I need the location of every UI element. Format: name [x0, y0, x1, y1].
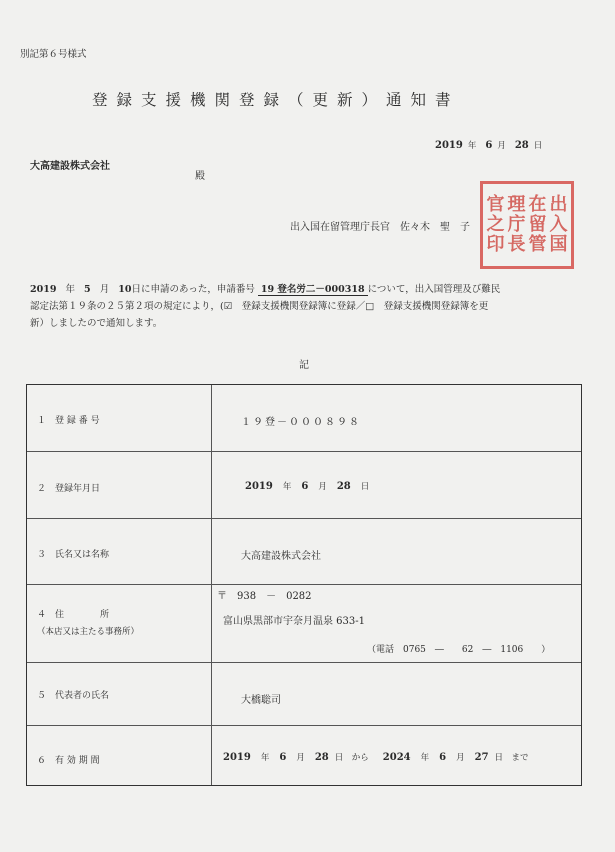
table-row-address [27, 584, 581, 663]
to-month: 6 [439, 752, 447, 763]
from-year-unit: 年 [260, 753, 270, 763]
table-row-registration-date [27, 451, 581, 519]
to-text: 日 まで [494, 753, 529, 763]
seal-glyph: 入 [549, 214, 568, 235]
seal-glyph: 印 [486, 234, 505, 255]
seal-glyph: 留 [528, 214, 547, 235]
to-year: 2024 [382, 752, 411, 763]
app-date-year: 2019 [30, 284, 57, 295]
seal-glyph: 在 [528, 194, 547, 215]
document-title: 登録支援機関登録（更新）通知書 [92, 91, 460, 109]
app-date-day: 10 [118, 284, 132, 295]
app-date-year-unit: 年 [65, 284, 75, 295]
issue-day-unit: 日 [533, 141, 543, 151]
app-date-month-unit: 月 [99, 284, 110, 295]
reg-day: 28 [336, 481, 351, 492]
address: 富山県黒部市宇奈月温泉 633-1 [223, 616, 366, 627]
row-label: ２ 登録年月日 [37, 484, 101, 494]
issuer-name: 出入国在留管理庁長官 佐々木 聖 子 [290, 222, 470, 233]
seal-glyph: 出 [549, 194, 568, 215]
seal-glyph: 国 [549, 234, 568, 255]
table-row-registration-number [27, 385, 581, 451]
reg-year-unit: 年 [282, 482, 292, 492]
row-label: ３ 氏名又は名称 [37, 550, 110, 560]
from-year: 2019 [223, 752, 251, 763]
seal-column [550, 195, 568, 255]
row-label: ６ 有 効 期 間 [37, 756, 100, 766]
to-month-unit: 月 [456, 753, 465, 763]
issue-date [435, 139, 551, 151]
seal-column [487, 195, 505, 255]
phone-number: （電話 0765 ― 62 ― 1106 ） [367, 645, 551, 655]
body-line-1 [30, 281, 588, 298]
issue-year: 2019 [435, 140, 463, 151]
body-line-3: 新）しましたので通知します。 [30, 318, 163, 329]
app-date-month: 5 [84, 284, 91, 295]
from-month-unit: 月 [296, 753, 305, 763]
application-number: 19 登名労二－000318 [258, 284, 368, 296]
issue-month: 6 [485, 140, 493, 151]
seal-glyph: 理 [507, 194, 526, 215]
seal-glyph: 管 [528, 234, 547, 255]
row-label: １ 登 録 番 号 [37, 416, 100, 426]
body-text-1: 日に申請のあった，申請番号 [131, 284, 255, 295]
body-text-2: について，出入国管理及び難民 [367, 284, 501, 295]
seal-glyph: 之 [486, 214, 505, 235]
company-name: 大高建設株式会社 [241, 551, 321, 562]
registration-number: １９登－０００８９８ [241, 417, 361, 428]
body-line-2: 認定法第１９条の２５第２項の規定により，(☑ 登録支援機関登録簿に登録／□ 登録支援機関登録簿を更 [30, 301, 489, 312]
validity-period [223, 751, 529, 763]
from-month: 6 [279, 752, 287, 763]
ki-label: 記 [299, 360, 309, 371]
seal-glyph: 官 [486, 194, 505, 215]
seal-column [508, 195, 526, 255]
row-label: ４ 住 所 [37, 610, 110, 620]
to-year-unit: 年 [420, 753, 430, 763]
table-row-name [27, 518, 581, 585]
table-row-validity [27, 725, 581, 786]
honorific: 殿 [195, 171, 205, 182]
reg-year: 2019 [245, 481, 273, 492]
row-sublabel: （本店又は主たる事務所） [37, 627, 140, 637]
to-day: 27 [474, 752, 489, 763]
registration-table [26, 384, 582, 786]
row-label: ５ 代表者の氏名 [37, 691, 110, 701]
postal-code: 〒 938 － 0282 [217, 591, 312, 602]
issue-year-unit: 年 [467, 141, 477, 151]
registration-date [245, 480, 379, 492]
issue-day: 28 [514, 140, 529, 151]
representative-name: 大橋聡司 [241, 695, 281, 706]
from-text: 日 から [334, 753, 369, 763]
seal-glyph: 庁 [507, 214, 526, 235]
reg-month: 6 [301, 481, 309, 492]
issue-month-unit: 月 [497, 141, 506, 151]
seal-glyph: 長 [507, 234, 526, 255]
form-label: 別記第６号様式 [20, 49, 87, 60]
from-day: 28 [314, 752, 329, 763]
official-seal [480, 181, 574, 269]
body-text [30, 281, 588, 332]
reg-day-unit: 日 [360, 482, 370, 492]
addressee-name: 大高建設株式会社 [30, 161, 110, 172]
seal-column [529, 195, 547, 255]
reg-month-unit: 月 [318, 482, 327, 492]
table-row-representative [27, 662, 581, 726]
